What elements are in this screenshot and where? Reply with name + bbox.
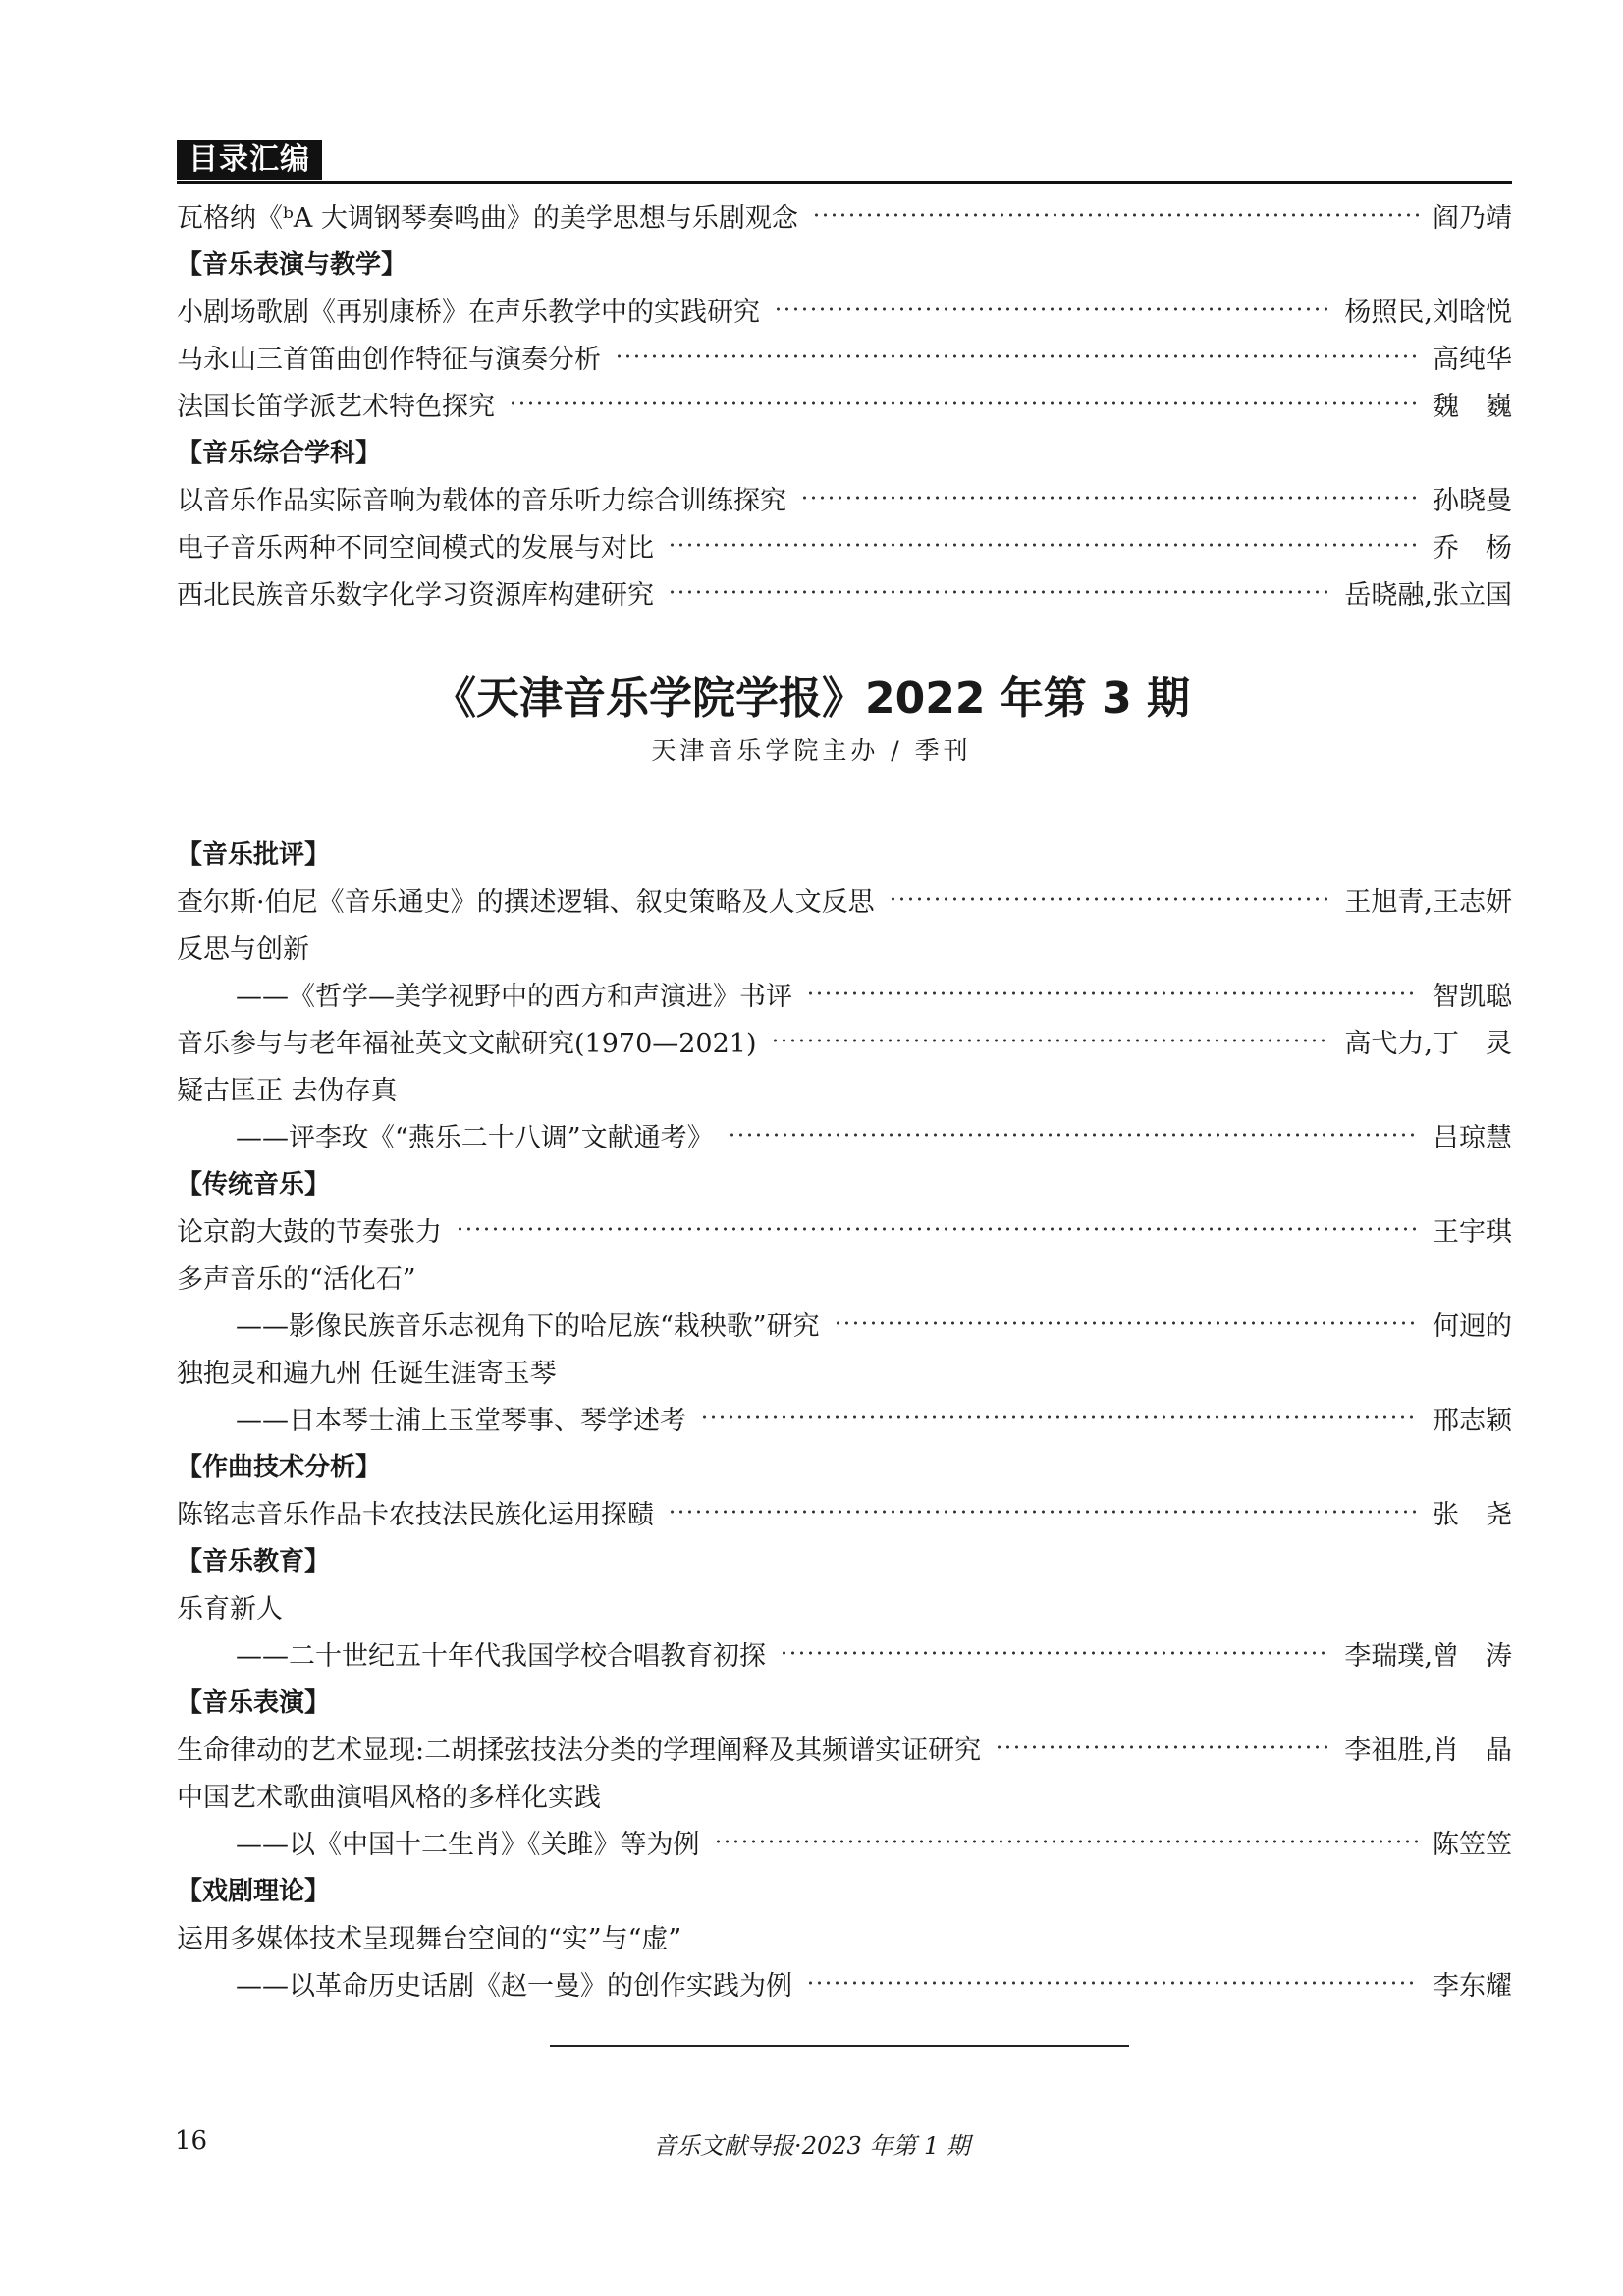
- toc-entry: [177, 1959, 1512, 2006]
- journal-subtitle: 天津音乐学院主办 / 季刊: [651, 736, 972, 765]
- toc-entry-title: 多声音乐的“活化石”: [177, 1263, 416, 1295]
- toc-entry-author: 魏 巍: [1433, 391, 1512, 422]
- toc-entry-author: 岳晓融,张立国: [1344, 579, 1512, 611]
- toc-entry-author: 吕琼慧: [1433, 1122, 1512, 1153]
- toc-entry-author: 高纯华: [1433, 344, 1512, 375]
- toc-entry: [177, 1818, 1512, 1865]
- toc-title-line: [177, 923, 1512, 970]
- dot-leader: [834, 1320, 1419, 1326]
- header-tag: 目录汇编: [177, 140, 322, 180]
- toc-title-line: [177, 1064, 1512, 1111]
- toc-entry: [177, 1724, 1512, 1771]
- toc-entry-title: ——以《中国十二生肖》《关雎》等为例: [236, 1829, 700, 1860]
- dot-leader: [812, 212, 1419, 218]
- footer-journal: 音乐文献导报·2023 年第 1 期: [653, 2132, 970, 2160]
- dot-leader: [668, 542, 1419, 548]
- toc-entry-author: 杨照民,刘晗悦: [1344, 296, 1512, 328]
- toc-title-line: [177, 1912, 1512, 1959]
- dot-leader: [995, 1744, 1330, 1750]
- toc-entry-title: 瓦格纳《ᵇA 大调钢琴奏鸣曲》的美学思想与乐剧观念: [177, 202, 798, 234]
- section-label: 【音乐表演】: [177, 1687, 331, 1718]
- toc-entry: [177, 474, 1512, 521]
- toc-entry: [177, 970, 1512, 1017]
- dot-leader: [615, 353, 1419, 359]
- toc-entry-title: ——评李玫《“燕乐二十八调”文献通考》: [236, 1122, 714, 1153]
- toc-entry-title: 查尔斯·伯尼《音乐通史》的撰述逻辑、叙史策略及人文反思: [177, 886, 875, 918]
- toc-entry-title: 运用多媒体技术呈现舞台空间的“实”与“虚”: [177, 1923, 682, 1954]
- section-label: 【音乐教育】: [177, 1546, 331, 1576]
- dot-leader: [456, 1226, 1419, 1232]
- toc-entry-title: 音乐参与与老年福祉英文文献研究(1970—2021): [177, 1028, 757, 1059]
- section-label: 【作曲技术分析】: [177, 1452, 382, 1482]
- toc-entry: [177, 1394, 1512, 1441]
- section-label: 【传统音乐】: [177, 1169, 331, 1200]
- toc-entry-title: 疑古匡正 去伪存真: [177, 1075, 398, 1106]
- end-rule: [550, 2045, 1129, 2047]
- dot-leader: [889, 896, 1331, 902]
- toc-main-section: [177, 828, 1512, 2006]
- page-header: [177, 140, 1512, 184]
- toc-entry-title: 小剧场歌剧《再别康桥》在声乐教学中的实践研究: [177, 296, 760, 328]
- dot-leader: [728, 1132, 1419, 1138]
- toc-entry-title: 中国艺术歌曲演唱风格的多样化实践: [177, 1782, 601, 1813]
- toc-title-line: [177, 1582, 1512, 1629]
- toc-entry-author: 智凯聪: [1433, 981, 1512, 1012]
- toc-entry: [177, 521, 1512, 568]
- toc-entry-title: 西北民族音乐数字化学习资源库构建研究: [177, 579, 654, 611]
- toc-entry: [177, 568, 1512, 615]
- toc-entry-author: 李东耀: [1433, 1970, 1512, 2002]
- toc-entry-title: 法国长笛学派艺术特色探究: [177, 391, 495, 422]
- section-label: 【音乐批评】: [177, 839, 331, 870]
- toc-entry-author: 孙晓曼: [1433, 485, 1512, 516]
- toc-entry-author: 乔 杨: [1433, 532, 1512, 563]
- toc-entry: [177, 1017, 1512, 1064]
- toc-top-section: [177, 191, 1512, 615]
- toc-title-line: [177, 1347, 1512, 1394]
- toc-title-line: [177, 1771, 1512, 1818]
- toc-entry-author: 何迥的: [1433, 1310, 1512, 1342]
- toc-entry: [177, 1300, 1512, 1347]
- section-label: 【戏剧理论】: [177, 1876, 331, 1906]
- toc-entry: [177, 1205, 1512, 1253]
- toc-entry-author: 张 尧: [1433, 1499, 1512, 1530]
- toc-entry-title: ——以革命历史话剧《赵一曼》的创作实践为例: [236, 1970, 792, 2002]
- toc-entry: [177, 1488, 1512, 1535]
- dot-leader: [806, 1980, 1419, 1986]
- toc-entry-title: 电子音乐两种不同空间模式的发展与对比: [177, 532, 654, 563]
- page-number: 16: [175, 2126, 208, 2156]
- toc-entry-title: 生命律动的艺术显现:二胡揉弦技法分类的学理阐释及其频谱实证研究: [177, 1735, 982, 1766]
- journal-title: 《天津音乐学院学报》2022 年第 3 期: [432, 673, 1191, 723]
- dot-leader: [668, 589, 1330, 595]
- dot-leader: [700, 1415, 1419, 1420]
- toc-entry-author: 李祖胜,肖 晶: [1344, 1735, 1512, 1766]
- toc-entry-title: 论京韵大鼓的节奏张力: [177, 1216, 442, 1248]
- toc-entry-title: 独抱灵和遍九州 任诞生涯寄玉琴: [177, 1358, 557, 1389]
- toc-entry: [177, 1629, 1512, 1677]
- dot-leader: [774, 306, 1330, 312]
- dot-leader: [800, 495, 1419, 501]
- toc-entry-author: 高弋力,丁 灵: [1344, 1028, 1512, 1059]
- toc-entry: [177, 333, 1512, 380]
- dot-leader: [714, 1839, 1420, 1844]
- toc-entry-author: 王宇琪: [1433, 1216, 1512, 1248]
- toc-entry-title: ——《哲学—美学视野中的西方和声演进》书评: [236, 981, 792, 1012]
- toc-entry: [177, 286, 1512, 333]
- toc-entry-title: ——日本琴士浦上玉堂琴事、琴学述考: [236, 1405, 686, 1436]
- toc-entry-author: 王旭青,王志妍: [1344, 886, 1512, 918]
- toc-entry-title: ——影像民族音乐志视角下的哈尼族“栽秧歌”研究: [236, 1310, 820, 1342]
- toc-entry-author: 阎乃靖: [1433, 202, 1512, 234]
- toc-entry-title: 以音乐作品实际音响为载体的音乐听力综合训练探究: [177, 485, 786, 516]
- section-label: 【音乐综合学科】: [177, 438, 382, 468]
- toc-entry: [177, 380, 1512, 427]
- dot-leader: [780, 1650, 1330, 1656]
- toc-entry-author: 李瑞璞,曾 涛: [1344, 1640, 1512, 1672]
- toc-title-line: [177, 1253, 1512, 1300]
- dot-leader: [771, 1038, 1331, 1043]
- toc-entry-author: 陈笠笠: [1433, 1829, 1512, 1860]
- toc-entry: [177, 191, 1512, 239]
- toc-entry-title: 反思与创新: [177, 934, 309, 965]
- header-rule: [177, 181, 1512, 184]
- toc-entry-title: ——二十世纪五十年代我国学校合唱教育初探: [236, 1640, 766, 1672]
- section-label: 【音乐表演与教学】: [177, 249, 407, 280]
- toc-entry: [177, 876, 1512, 923]
- toc-entry-title: 马永山三首笛曲创作特征与演奏分析: [177, 344, 601, 375]
- toc-entry-author: 邢志颖: [1433, 1405, 1512, 1436]
- toc-entry-title: 陈铭志音乐作品卡农技法民族化运用探赜: [177, 1499, 654, 1530]
- toc-entry: [177, 1111, 1512, 1158]
- dot-leader: [806, 990, 1419, 996]
- dot-leader: [668, 1509, 1419, 1515]
- toc-entry-title: 乐育新人: [177, 1593, 283, 1625]
- dot-leader: [509, 400, 1419, 406]
